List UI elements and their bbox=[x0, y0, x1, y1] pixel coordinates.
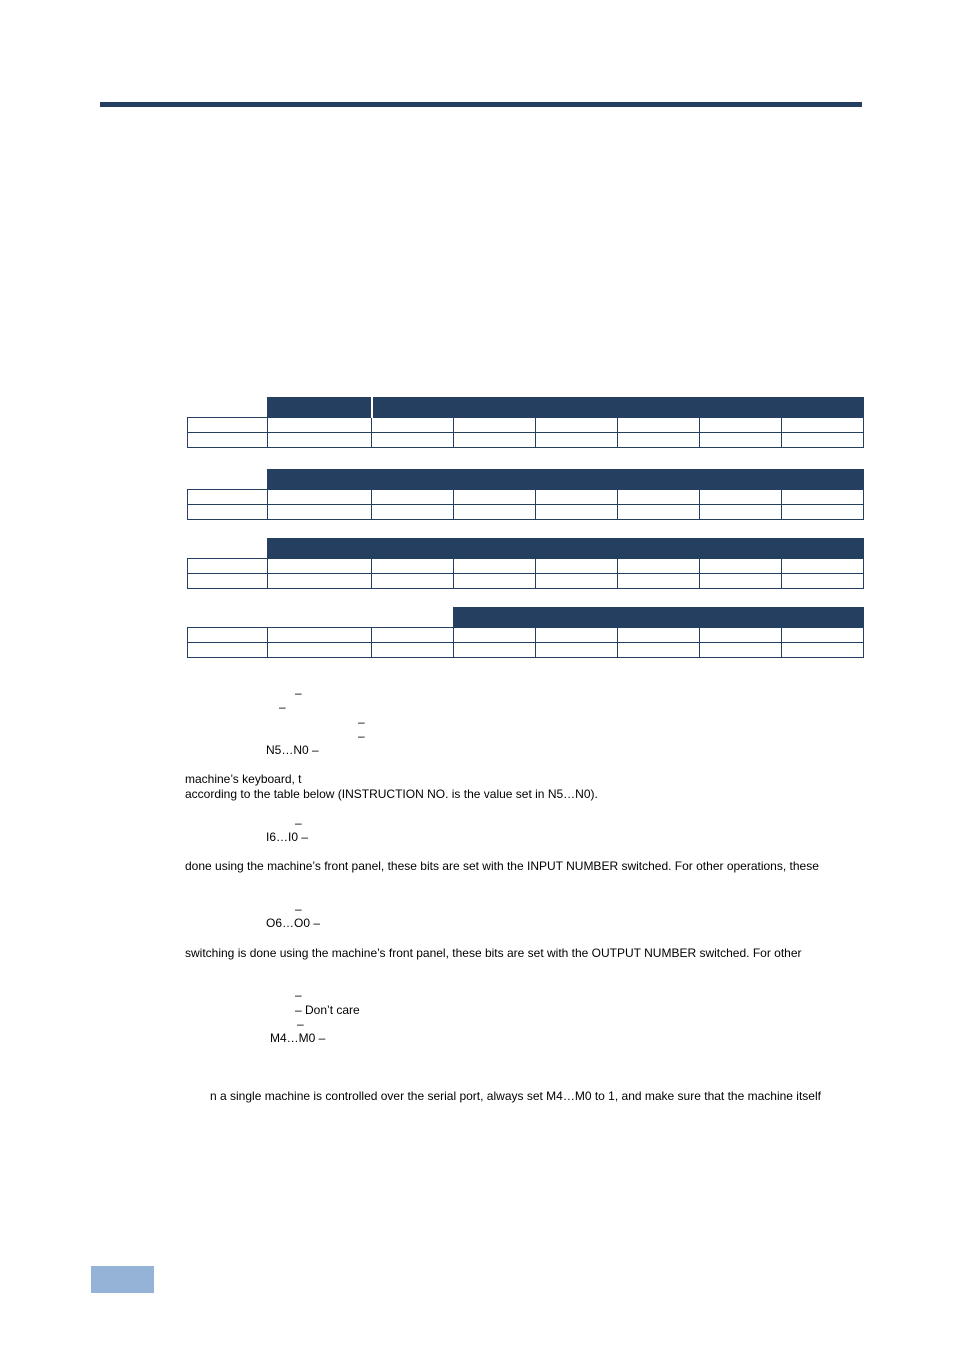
input-number-line: done using the machine’s front panel, these bits are set with the INPUT NUMBER switched. For other operations, these bbox=[185, 859, 819, 873]
bit-table-byte-4 bbox=[187, 607, 864, 658]
m-bits-label: M4…M0 – bbox=[270, 1031, 326, 1045]
bit-table-header bbox=[188, 470, 864, 490]
header-cell bbox=[268, 398, 372, 418]
table-row bbox=[188, 574, 864, 589]
bit-table-header bbox=[188, 608, 864, 628]
o-bits-label: O6…O0 – bbox=[266, 916, 321, 930]
page-number-tab bbox=[91, 1266, 154, 1293]
header-cell bbox=[372, 398, 864, 418]
dash-text: – bbox=[358, 715, 365, 729]
bit-table-byte-1 bbox=[187, 397, 864, 448]
header-cell bbox=[268, 470, 864, 490]
output-number-line: switching is done using the machine’s front panel, these bits are set with the OUTPUT NUMBER switched. For other bbox=[185, 946, 802, 960]
table-row bbox=[188, 433, 864, 448]
header-cell bbox=[268, 539, 864, 559]
dash-text: – bbox=[295, 816, 302, 830]
bit-table-header bbox=[188, 398, 864, 418]
table-row bbox=[188, 418, 864, 433]
dash-text: – bbox=[358, 729, 365, 743]
instruction-line: according to the table below (INSTRUCTION NO. is the value set in N5…N0). bbox=[185, 787, 598, 801]
dash-text: – bbox=[295, 902, 302, 916]
note-line: n a single machine is controlled over the serial port, always set M4…M0 to 1, and make sure that the machine itself bbox=[210, 1089, 821, 1103]
dash-text: – bbox=[295, 686, 302, 700]
i-bits-label: I6…I0 – bbox=[266, 830, 309, 844]
bit-table-byte-2 bbox=[187, 469, 864, 520]
table-row bbox=[188, 643, 864, 658]
header-rule bbox=[100, 102, 862, 107]
dash-text: – bbox=[297, 1017, 304, 1031]
header-cell bbox=[454, 608, 864, 628]
bit-table-header bbox=[188, 539, 864, 559]
table-row bbox=[188, 559, 864, 574]
table-row bbox=[188, 628, 864, 643]
table-row bbox=[188, 505, 864, 520]
dont-care-text: – Don’t care bbox=[295, 1003, 360, 1017]
table-row bbox=[188, 490, 864, 505]
dash-text: – bbox=[279, 700, 286, 714]
n-bits-label: N5…N0 – bbox=[266, 743, 319, 757]
keyboard-line: machine’s keyboard, t bbox=[185, 772, 302, 786]
bit-table-byte-3 bbox=[187, 538, 864, 589]
dash-text: – bbox=[295, 988, 302, 1002]
